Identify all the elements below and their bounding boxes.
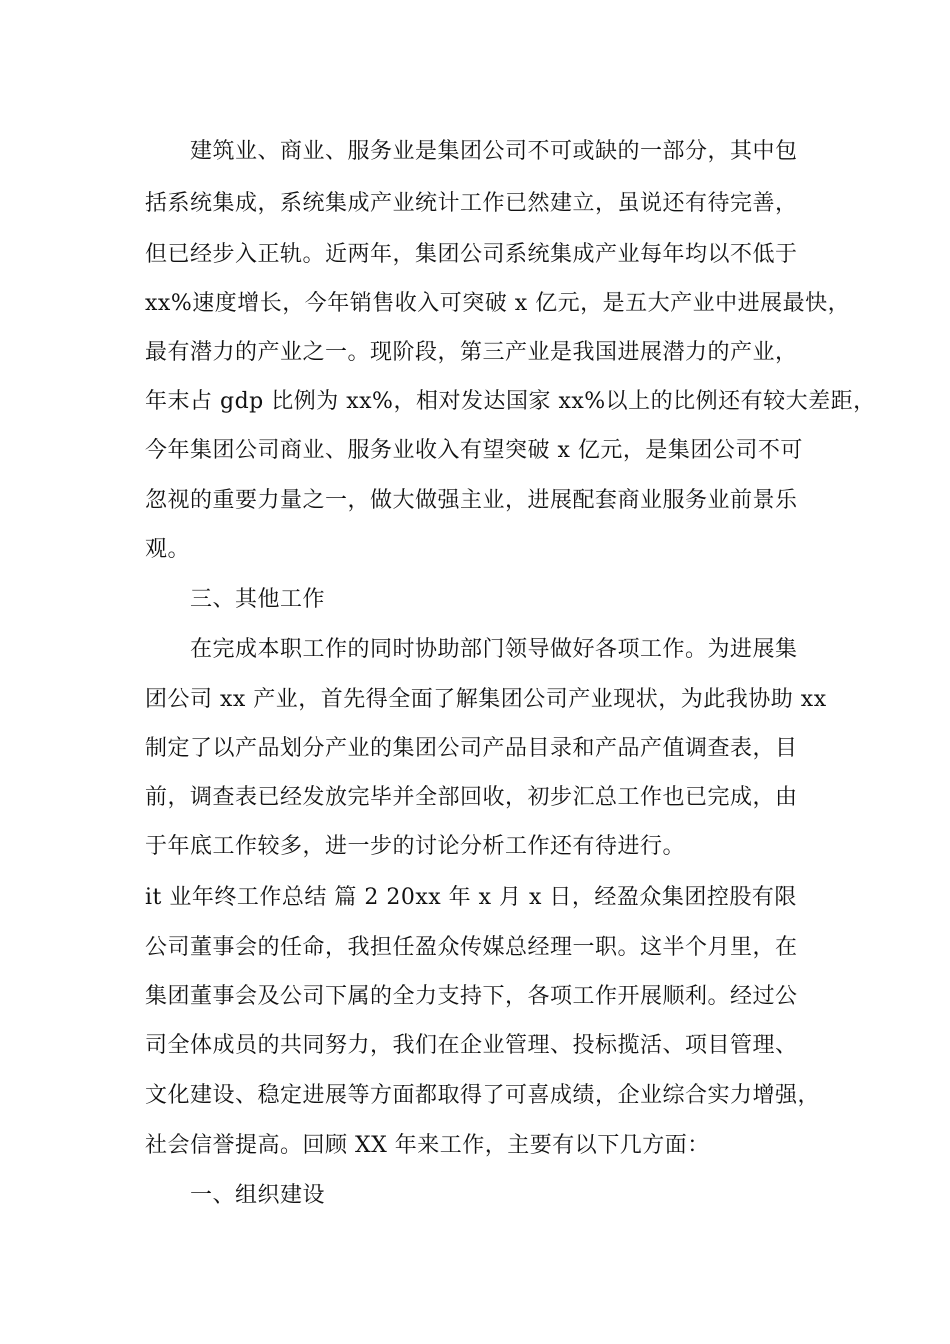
paragraph-line: xx%速度增长，今年销售收入可突破 x 亿元，是五大产业中进展最快，	[145, 291, 851, 316]
paragraph-line: 公司董事会的任命，我担任盈众传媒总经理一职。这半个月里，在	[145, 935, 798, 960]
paragraph-line: 今年集团公司商业、服务业收入有望突破 x 亿元，是集团公司不可	[145, 438, 803, 463]
paragraph-line: 制定了以产品划分产业的集团公司产品目录和产品产值调查表，目	[145, 736, 798, 761]
paragraph-line: 忽视的重要力量之一，做大做强主业，进展配套商业服务业前景乐	[145, 488, 798, 513]
paragraph-line: 社会信誉提高。回顾 XX 年来工作，主要有以下几方面：	[145, 1133, 710, 1158]
paragraph-line: 最有潜力的产业之一。现阶段，第三产业是我国进展潜力的产业，	[145, 340, 798, 365]
paragraph-line: 但已经步入正轨。近两年，集团公司系统集成产业每年均以不低于	[145, 242, 798, 267]
paragraph-line: 观。	[145, 537, 191, 562]
paragraph-line: 括系统集成，系统集成产业统计工作已然建立，虽说还有待完善，	[145, 191, 798, 216]
paragraph-line: 在完成本职工作的同时协助部门领导做好各项工作。为进展集	[190, 637, 798, 662]
paragraph-line: 于年底工作较多，进一步的讨论分析工作还有待进行。	[145, 834, 686, 859]
paragraph-line: 建筑业、商业、服务业是集团公司不可或缺的一部分，其中包	[190, 139, 798, 164]
section-heading: 三、其他工作	[190, 587, 326, 612]
article-title-line: it 业年终工作总结 篇 2 20xx 年 x 月 x 日，经盈众集团控股有限	[145, 885, 797, 910]
paragraph-line: 集团董事会及公司下属的全力支持下，各项工作开展顺利。经过公	[145, 984, 798, 1009]
paragraph-line: 司全体成员的共同努力，我们在企业管理、投标揽活、项目管理、	[145, 1033, 798, 1058]
paragraph-line: 前，调查表已经发放完毕并全部回收，初步汇总工作也已完成，由	[145, 785, 798, 810]
section-heading: 一、组织建设	[190, 1183, 326, 1208]
paragraph-line: 团公司 xx 产业，首先得全面了解集团公司产业现状，为此我协助 xx	[145, 687, 827, 712]
paragraph-line: 文化建设、稳定进展等方面都取得了可喜成绩，企业综合实力增强，	[145, 1083, 821, 1108]
paragraph-line: 年末占 gdp 比例为 xx%，相对发达国家 xx%以上的比例还有较大差距，	[145, 389, 876, 414]
